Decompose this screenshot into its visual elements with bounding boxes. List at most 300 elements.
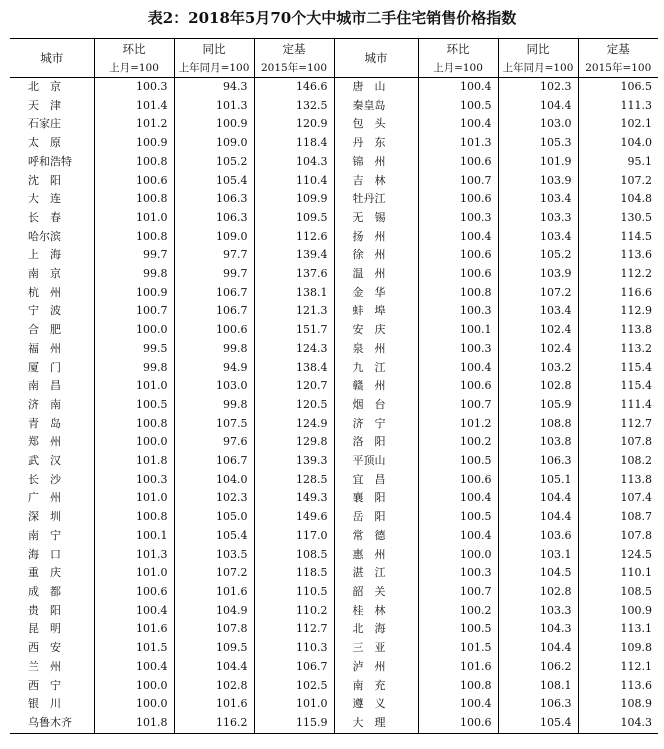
- yoy-value: 101.6: [174, 583, 254, 602]
- mom-value: 100.2: [418, 602, 498, 621]
- fixed-value: 104.8: [578, 190, 658, 209]
- table-row: [10, 153, 658, 172]
- city-name: 泉 州: [334, 340, 418, 359]
- fixed-value: 113.8: [578, 471, 658, 490]
- city-name: 乌鲁木齐: [10, 714, 94, 733]
- yoy-value: 106.7: [174, 452, 254, 471]
- city-name: 湛 江: [334, 564, 418, 583]
- fixed-value: 111.4: [578, 396, 658, 415]
- table-row: [10, 134, 658, 153]
- city-name: 大 连: [28, 192, 61, 206]
- city-name: 烟 台: [334, 396, 418, 415]
- table-row: [10, 489, 658, 508]
- fixed-value: 104.3: [254, 153, 334, 172]
- fixed-value: 112.7: [578, 415, 658, 434]
- mom-value: 100.5: [418, 508, 498, 527]
- yoy-value: 103.4: [498, 302, 578, 321]
- yoy-value: 104.4: [498, 97, 578, 116]
- table-row: [10, 714, 658, 733]
- city-name: 宜 昌: [334, 471, 418, 490]
- city-name: 无 锡: [334, 209, 418, 228]
- city-name: 遵 义: [334, 695, 418, 714]
- mom-value: 100.1: [418, 321, 498, 340]
- city-name: 广 州: [28, 491, 61, 505]
- mom-value: 100.3: [418, 209, 498, 228]
- mom-value: 100.0: [418, 546, 498, 565]
- mom-value: 100.8: [94, 153, 174, 172]
- yoy-value: 106.7: [174, 302, 254, 321]
- city-name: 南 充: [334, 677, 418, 696]
- header-fixed-right: 定基: [578, 39, 658, 60]
- city-name: 南 宁: [28, 528, 61, 542]
- fixed-value: 108.9: [578, 695, 658, 714]
- city-name: 郑 州: [28, 435, 61, 449]
- subheader-yoy-right: 上年同月=100: [498, 59, 578, 78]
- table-title: 表2：2018年5月70个大中城市二手住宅销售价格指数: [147, 9, 517, 27]
- mom-value: 100.8: [94, 228, 174, 247]
- mom-value: 100.5: [418, 97, 498, 116]
- yoy-value: 102.3: [498, 78, 578, 97]
- yoy-value: 103.2: [498, 359, 578, 378]
- yoy-value: 106.3: [174, 190, 254, 209]
- fixed-value: 130.5: [578, 209, 658, 228]
- yoy-value: 104.4: [174, 658, 254, 677]
- fixed-value: 113.1: [578, 620, 658, 639]
- yoy-value: 105.9: [498, 396, 578, 415]
- city-name: 九 江: [334, 359, 418, 378]
- fixed-value: 110.4: [254, 172, 334, 191]
- city-name: 沈 阳: [28, 173, 61, 187]
- yoy-value: 103.9: [498, 172, 578, 191]
- mom-value: 100.6: [418, 377, 498, 396]
- city-name: 呼和浩特: [28, 154, 72, 168]
- mom-value: 100.8: [418, 284, 498, 303]
- mom-value: 100.4: [418, 78, 498, 97]
- fixed-value: 116.6: [578, 284, 658, 303]
- mom-value: 100.0: [94, 433, 174, 452]
- yoy-value: 104.4: [498, 508, 578, 527]
- yoy-value: 108.1: [498, 677, 578, 696]
- yoy-value: 105.4: [174, 172, 254, 191]
- mom-value: 100.4: [418, 115, 498, 134]
- city-name: 金 华: [334, 284, 418, 303]
- table-body: [10, 78, 658, 734]
- mom-value: 100.8: [418, 677, 498, 696]
- yoy-value: 105.3: [498, 134, 578, 153]
- mom-value: 100.8: [94, 190, 174, 209]
- yoy-value: 97.7: [174, 246, 254, 265]
- yoy-value: 101.3: [174, 97, 254, 116]
- fixed-value: 110.2: [254, 602, 334, 621]
- yoy-value: 104.0: [174, 471, 254, 490]
- mom-value: 100.6: [94, 172, 174, 191]
- mom-value: 100.9: [94, 134, 174, 153]
- mom-value: 100.3: [94, 78, 174, 97]
- header-yoy-right: 同比: [498, 39, 578, 60]
- yoy-value: 109.0: [174, 228, 254, 247]
- yoy-value: 102.8: [174, 677, 254, 696]
- city-name: 济 南: [28, 397, 61, 411]
- fixed-value: 115.4: [578, 359, 658, 378]
- table-row: [10, 228, 658, 247]
- table-row: [10, 527, 658, 546]
- city-name: 平顶山: [334, 452, 418, 471]
- fixed-value: 107.4: [578, 489, 658, 508]
- yoy-value: 107.2: [498, 284, 578, 303]
- mom-value: 100.3: [418, 302, 498, 321]
- yoy-value: 104.4: [498, 489, 578, 508]
- fixed-value: 113.6: [578, 246, 658, 265]
- table-row: [10, 471, 658, 490]
- yoy-value: 116.2: [174, 714, 254, 733]
- city-name: 长 春: [28, 210, 61, 224]
- table-row: [10, 396, 658, 415]
- fixed-value: 139.3: [254, 452, 334, 471]
- mom-value: 101.2: [94, 115, 174, 134]
- fixed-value: 124.9: [254, 415, 334, 434]
- yoy-value: 106.3: [498, 452, 578, 471]
- city-name: 济 宁: [334, 415, 418, 434]
- fixed-value: 102.5: [254, 677, 334, 696]
- fixed-value: 137.6: [254, 265, 334, 284]
- mom-value: 100.7: [418, 172, 498, 191]
- mom-value: 100.7: [418, 396, 498, 415]
- city-name: 兰 州: [28, 659, 61, 673]
- mom-value: 100.0: [94, 677, 174, 696]
- mom-value: 100.5: [418, 452, 498, 471]
- mom-value: 100.3: [418, 340, 498, 359]
- city-name: 青 岛: [28, 416, 61, 430]
- price-index-table: [10, 38, 658, 734]
- fixed-value: 107.2: [578, 172, 658, 191]
- city-name: 洛 阳: [334, 433, 418, 452]
- yoy-value: 94.3: [174, 78, 254, 97]
- fixed-value: 115.9: [254, 714, 334, 733]
- fixed-value: 138.4: [254, 359, 334, 378]
- fixed-value: 151.7: [254, 321, 334, 340]
- yoy-value: 109.0: [174, 134, 254, 153]
- header-mom-left: 环比: [94, 39, 174, 60]
- city-name: 扬 州: [334, 228, 418, 247]
- mom-value: 100.6: [418, 153, 498, 172]
- table-row: [10, 546, 658, 565]
- fixed-value: 108.7: [578, 508, 658, 527]
- yoy-value: 106.2: [498, 658, 578, 677]
- yoy-value: 106.3: [498, 695, 578, 714]
- yoy-value: 102.4: [498, 340, 578, 359]
- fixed-value: 112.1: [578, 658, 658, 677]
- header-city-left: 城市: [10, 39, 94, 78]
- city-name: 韶 关: [334, 583, 418, 602]
- table-row: [10, 620, 658, 639]
- fixed-value: 124.5: [578, 546, 658, 565]
- yoy-value: 99.7: [174, 265, 254, 284]
- table-row: [10, 583, 658, 602]
- yoy-value: 103.0: [174, 377, 254, 396]
- yoy-value: 103.4: [498, 228, 578, 247]
- yoy-value: 101.9: [498, 153, 578, 172]
- fixed-value: 132.5: [254, 97, 334, 116]
- yoy-value: 105.2: [498, 246, 578, 265]
- mom-value: 100.7: [94, 302, 174, 321]
- city-name: 赣 州: [334, 377, 418, 396]
- city-name: 泸 州: [334, 658, 418, 677]
- city-name: 天 津: [28, 98, 61, 112]
- yoy-value: 105.0: [174, 508, 254, 527]
- yoy-value: 103.1: [498, 546, 578, 565]
- fixed-value: 138.1: [254, 284, 334, 303]
- fixed-value: 110.3: [254, 639, 334, 658]
- city-name: 海 口: [28, 547, 61, 561]
- yoy-value: 104.9: [174, 602, 254, 621]
- city-name: 吉 林: [334, 172, 418, 191]
- fixed-value: 112.9: [578, 302, 658, 321]
- city-name: 哈尔滨: [28, 229, 61, 243]
- mom-value: 100.6: [418, 471, 498, 490]
- city-name: 南 京: [28, 267, 61, 281]
- table-row: [10, 658, 658, 677]
- mom-value: 99.8: [94, 359, 174, 378]
- table-row: [10, 172, 658, 191]
- mom-value: 101.6: [418, 658, 498, 677]
- yoy-value: 104.3: [498, 620, 578, 639]
- yoy-value: 108.8: [498, 415, 578, 434]
- mom-value: 100.8: [94, 508, 174, 527]
- city-name: 重 庆: [28, 566, 61, 580]
- mom-value: 100.4: [94, 602, 174, 621]
- city-name: 惠 州: [334, 546, 418, 565]
- mom-value: 100.5: [94, 396, 174, 415]
- mom-value: 100.5: [418, 620, 498, 639]
- table-row: [10, 564, 658, 583]
- city-name: 上 海: [28, 248, 61, 262]
- table-row: [10, 639, 658, 658]
- mom-value: 100.4: [418, 228, 498, 247]
- fixed-value: 108.2: [578, 452, 658, 471]
- yoy-value: 105.1: [498, 471, 578, 490]
- fixed-value: 112.7: [254, 620, 334, 639]
- fixed-value: 124.3: [254, 340, 334, 359]
- mom-value: 101.8: [94, 452, 174, 471]
- city-name: 杭 州: [28, 285, 61, 299]
- city-name: 西 宁: [28, 678, 61, 692]
- mom-value: 100.0: [94, 321, 174, 340]
- table-row: [10, 359, 658, 378]
- table-row: [10, 302, 658, 321]
- yoy-value: 106.3: [174, 209, 254, 228]
- table-row: [10, 602, 658, 621]
- fixed-value: 149.6: [254, 508, 334, 527]
- fixed-value: 102.1: [578, 115, 658, 134]
- table-row: [10, 115, 658, 134]
- yoy-value: 104.4: [498, 639, 578, 658]
- city-name: 常 德: [334, 527, 418, 546]
- fixed-value: 112.6: [254, 228, 334, 247]
- yoy-value: 103.3: [498, 209, 578, 228]
- header-city-right: 城市: [334, 39, 418, 78]
- city-name: 贵 阳: [28, 603, 61, 617]
- fixed-value: 117.0: [254, 527, 334, 546]
- fixed-value: 139.4: [254, 246, 334, 265]
- yoy-value: 100.6: [174, 321, 254, 340]
- fixed-value: 107.8: [578, 433, 658, 452]
- fixed-value: 146.6: [254, 78, 334, 97]
- table-row: [10, 209, 658, 228]
- yoy-value: 103.4: [498, 190, 578, 209]
- table-row: [10, 433, 658, 452]
- fixed-value: 129.8: [254, 433, 334, 452]
- city-name: 三 亚: [334, 639, 418, 658]
- mom-value: 101.5: [418, 639, 498, 658]
- table-row: [10, 695, 658, 714]
- yoy-value: 104.5: [498, 564, 578, 583]
- header-yoy-left: 同比: [174, 39, 254, 60]
- mom-value: 100.9: [94, 284, 174, 303]
- fixed-value: 104.3: [578, 714, 658, 733]
- yoy-value: 103.9: [498, 265, 578, 284]
- mom-value: 100.7: [418, 583, 498, 602]
- fixed-value: 100.9: [578, 602, 658, 621]
- fixed-value: 113.8: [578, 321, 658, 340]
- mom-value: 101.0: [94, 209, 174, 228]
- mom-value: 99.7: [94, 246, 174, 265]
- mom-value: 101.8: [94, 714, 174, 733]
- yoy-value: 103.0: [498, 115, 578, 134]
- city-name: 丹 东: [334, 134, 418, 153]
- city-name: 福 州: [28, 341, 61, 355]
- city-name: 深 圳: [28, 510, 61, 524]
- city-name: 安 庆: [334, 321, 418, 340]
- city-name: 厦 门: [28, 360, 61, 374]
- yoy-value: 106.7: [174, 284, 254, 303]
- city-name: 银 川: [28, 697, 61, 711]
- table-row: [10, 677, 658, 696]
- mom-value: 100.6: [418, 265, 498, 284]
- yoy-value: 105.4: [498, 714, 578, 733]
- city-name: 牡丹江: [334, 190, 418, 209]
- city-name: 成 都: [28, 584, 61, 598]
- mom-value: 101.6: [94, 620, 174, 639]
- mom-value: 101.3: [418, 134, 498, 153]
- fixed-value: 109.9: [254, 190, 334, 209]
- fixed-value: 108.5: [578, 583, 658, 602]
- table-row: [10, 340, 658, 359]
- table-row: [10, 190, 658, 209]
- mom-value: 100.3: [418, 564, 498, 583]
- mom-value: 100.3: [94, 471, 174, 490]
- mom-value: 100.4: [418, 489, 498, 508]
- fixed-value: 111.3: [578, 97, 658, 116]
- fixed-value: 104.0: [578, 134, 658, 153]
- city-name: 南 昌: [28, 379, 61, 393]
- subheader-mom-right: 上月=100: [418, 59, 498, 78]
- fixed-value: 149.3: [254, 489, 334, 508]
- city-name: 包 头: [334, 115, 418, 134]
- city-name: 宁 波: [28, 304, 61, 318]
- fixed-value: 128.5: [254, 471, 334, 490]
- table-row: [10, 97, 658, 116]
- yoy-value: 101.6: [174, 695, 254, 714]
- city-name: 蚌 埠: [334, 302, 418, 321]
- fixed-value: 109.8: [578, 639, 658, 658]
- table-row: [10, 78, 658, 97]
- yoy-value: 103.6: [498, 527, 578, 546]
- fixed-value: 106.7: [254, 658, 334, 677]
- fixed-value: 108.5: [254, 546, 334, 565]
- yoy-value: 99.8: [174, 340, 254, 359]
- yoy-value: 103.5: [174, 546, 254, 565]
- city-name: 武 汉: [28, 454, 61, 468]
- fixed-value: 120.5: [254, 396, 334, 415]
- city-name: 石家庄: [28, 117, 61, 131]
- mom-value: 100.4: [418, 695, 498, 714]
- yoy-value: 94.9: [174, 359, 254, 378]
- fixed-value: 118.4: [254, 134, 334, 153]
- city-name: 襄 阳: [334, 489, 418, 508]
- table-row: [10, 284, 658, 303]
- mom-value: 101.2: [418, 415, 498, 434]
- mom-value: 100.0: [94, 695, 174, 714]
- mom-value: 101.0: [94, 377, 174, 396]
- yoy-value: 102.8: [498, 377, 578, 396]
- subheader-fixed-right: 2015年=100: [578, 59, 658, 78]
- mom-value: 101.4: [94, 97, 174, 116]
- fixed-value: 118.5: [254, 564, 334, 583]
- mom-value: 99.5: [94, 340, 174, 359]
- fixed-value: 110.5: [254, 583, 334, 602]
- table-row: [10, 246, 658, 265]
- table-row: [10, 452, 658, 471]
- city-name: 西 安: [28, 641, 61, 655]
- city-name: 唐 山: [334, 78, 418, 97]
- mom-value: 100.4: [94, 658, 174, 677]
- mom-value: 100.4: [418, 527, 498, 546]
- fixed-value: 120.7: [254, 377, 334, 396]
- fixed-value: 113.6: [578, 677, 658, 696]
- city-name: 徐 州: [334, 246, 418, 265]
- yoy-value: 109.5: [174, 639, 254, 658]
- table-row: [10, 321, 658, 340]
- table-row: [10, 415, 658, 434]
- mom-value: 101.5: [94, 639, 174, 658]
- yoy-value: 97.6: [174, 433, 254, 452]
- table-row: [10, 508, 658, 527]
- mom-value: 100.4: [418, 359, 498, 378]
- header-fixed-left: 定基: [254, 39, 334, 60]
- city-name: 秦皇岛: [334, 97, 418, 116]
- mom-value: 100.8: [94, 415, 174, 434]
- subheader-mom-left: 上月=100: [94, 59, 174, 78]
- fixed-value: 109.5: [254, 209, 334, 228]
- header-mom-right: 环比: [418, 39, 498, 60]
- table-row: [10, 265, 658, 284]
- mom-value: 101.0: [94, 489, 174, 508]
- mom-value: 100.6: [418, 714, 498, 733]
- fixed-value: 106.5: [578, 78, 658, 97]
- yoy-value: 107.5: [174, 415, 254, 434]
- subheader-fixed-left: 2015年=100: [254, 59, 334, 78]
- yoy-value: 102.4: [498, 321, 578, 340]
- city-name: 长 沙: [28, 472, 61, 486]
- city-name: 北 海: [334, 620, 418, 639]
- mom-value: 100.1: [94, 527, 174, 546]
- yoy-value: 102.3: [174, 489, 254, 508]
- mom-value: 100.6: [94, 583, 174, 602]
- yoy-value: 103.8: [498, 433, 578, 452]
- mom-value: 100.6: [418, 190, 498, 209]
- fixed-value: 115.4: [578, 377, 658, 396]
- fixed-value: 121.3: [254, 302, 334, 321]
